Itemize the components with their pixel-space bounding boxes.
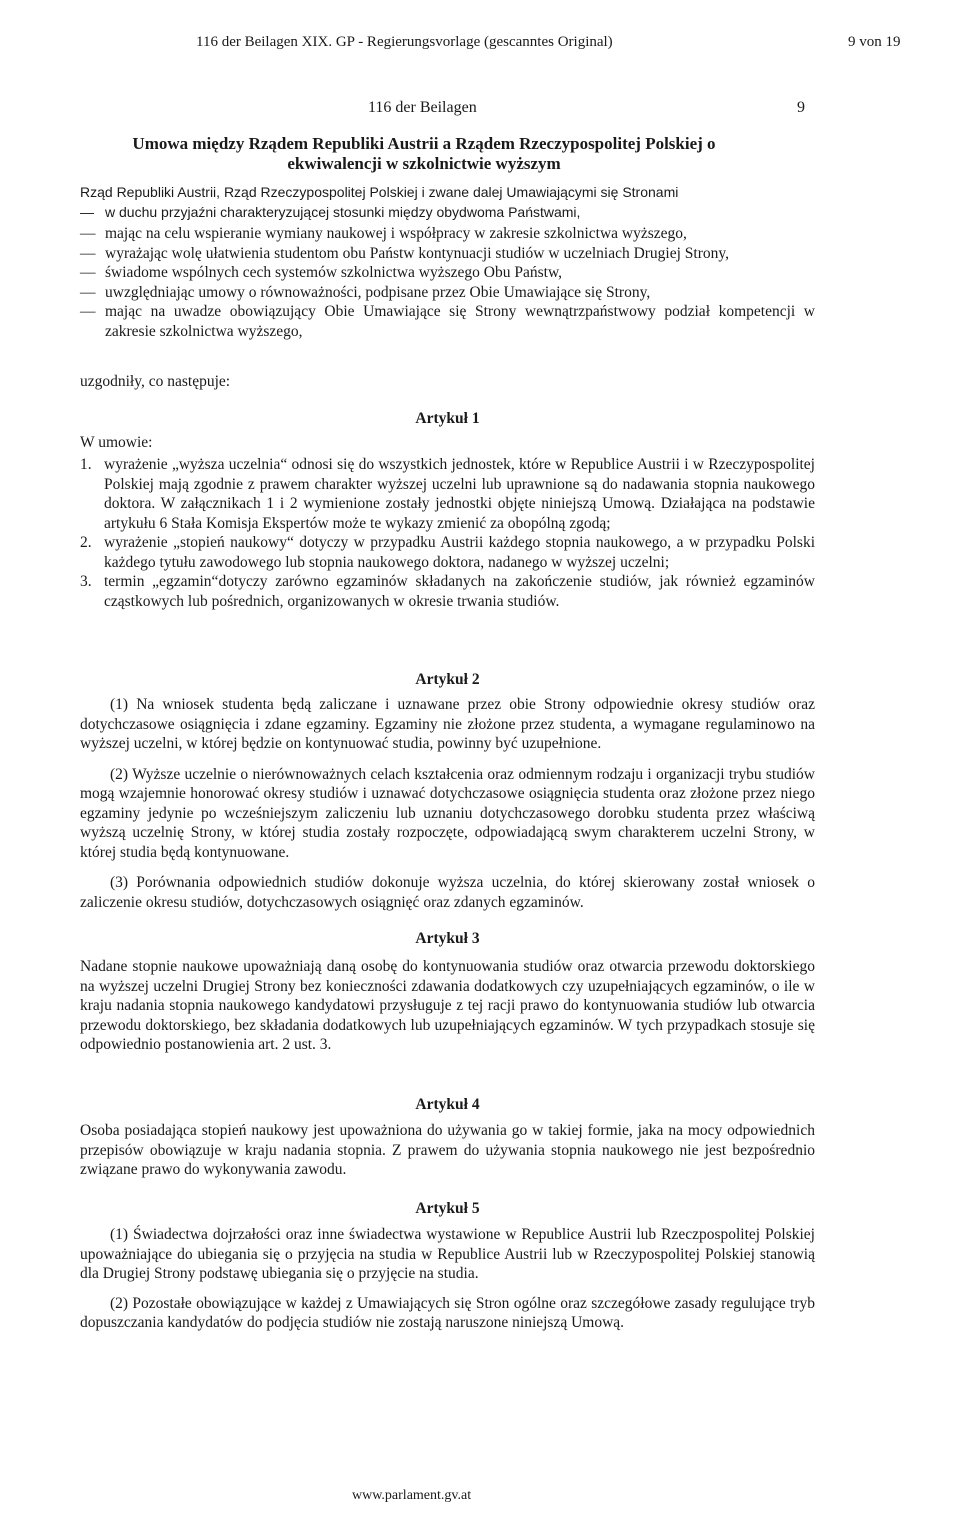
paragraph: (1) Na wniosek studenta będą zaliczane i uznawane przez obie Strony odpowiednie okresy studiów oraz dotychczasowe osiągnięcia i zdane egzaminy. Egzaminy nie złożone przez studenta, a wymagane regulaminowo na wyższej uczelni, w której będzie on kontynuować studia, powinny być uzupełnione. (80, 696, 815, 752)
paragraph: (3) Porównania odpowiednich studiów dokonuje wyższa uczelnia, do której skierowany został wniosek o zaliczenie okresu studiów, dotychczasowych osiągnięć oraz zdanych egzaminów. (80, 874, 815, 911)
title-line-1: Umowa między Rządem Republiki Austrii a Rządem Rzeczypospolitej Polskiej o (132, 134, 716, 153)
document-title (28, 134, 820, 174)
list-item-text: w duchu przyjaźni charakteryzującej stosunki między obydwoma Państwami, (105, 204, 581, 220)
page-number: 9 (797, 99, 805, 116)
preamble-list (80, 224, 815, 341)
article-4-body (80, 1121, 815, 1180)
list-item (80, 202, 815, 222)
running-header: 116 der Beilagen XIX. GP - Regierungsvorlage (gescanntes Original) (196, 34, 613, 50)
list-item-text: uwzględniając umowy o równoważności, podpisane przez Obie Umawiające się Strony, (105, 283, 651, 301)
dash: — (80, 225, 96, 242)
article-5-heading: Artykuł 5 (415, 1200, 480, 1217)
paragraph: (2) Wyższe uczelnie o nierównoważnych celach kształcenia oraz odmiennym rodzaju i organizacji trybu studiów mogą wzajemnie honorować okresy studiów i uznawać dotychczasowe osiągnięcia studenta oraz złożone przez niego egzaminy jedynie po wcześniejszym zaliczeniu lub uznaniu dotychczasowego dorobku studenta przez właściwą wyższą uczelnię Strony, w której studia zostały rozpoczęte, odpowiadającą swym charakterem uczelni Strony, w której studia będą kontynuowane. (80, 765, 815, 861)
paragraph: (1) Świadectwa dojrzałości oraz inne świadectwa wystawione w Republice Austrii lub Rzeczpospolitej Polskiej upoważniające do ubiegania się o przyjęcia na studia w Republice Austrii lub w Rzeczypospolitej Polskiej stanowią dla Drugiej Strony podstawę ubiegania się o przyjęcie na studia. (80, 1226, 815, 1282)
article-5-body (80, 1225, 815, 1333)
footer-url: www.parlament.gv.at (352, 1488, 472, 1503)
list-item-text: mając na celu wspieranie wymiany naukowej i współpracy w zakresie szkolnictwa wyższego, (105, 225, 687, 242)
dash: — (80, 283, 96, 301)
paragraph: Osoba posiadająca stopień naukowy jest upoważniona do używania go w takiej formie, jaka na mocy odpowiednich przepisów obowiązuje w kraju nadania stopnia. Z prawem do używania stopnia naukowego nie jest bezpośrednio związane prawo do wykonywania zawodu. (80, 1122, 815, 1178)
article-2-heading: Artykuł 2 (415, 671, 480, 688)
list-item (80, 302, 815, 341)
dash: — (80, 244, 96, 262)
list-number: 2. (80, 534, 92, 551)
article-3-heading: Artykuł 3 (415, 930, 480, 947)
dash: — (80, 204, 94, 220)
article-3-body (80, 957, 815, 1055)
article-1-heading: Artykuł 1 (415, 410, 480, 427)
list-item (80, 455, 815, 533)
list-number: 1. (80, 456, 92, 473)
list-item-text: wyrażenie „stopień naukowy“ dotyczy w przypadku Austrii każdego stopnia naukowego, a w przypadku Polski każdego tytułu zawodowego lub stopnia naukowego doktora, nadanego w wyższej uczelni; (104, 534, 815, 571)
preamble (80, 182, 815, 222)
list-number: 3. (80, 573, 92, 590)
list-item (80, 244, 815, 264)
list-item (80, 283, 815, 303)
dash: — (80, 303, 96, 320)
list-item (80, 572, 815, 611)
dash: — (80, 264, 96, 281)
list-item-text: wyrażenie „wyższa uczelnia“ odnosi się do wszystkich jednostek, które w Republice Austrii i w Rzeczypospolitej Polskiej mają zgodnie z prawem charakter wyższej uczelni lub uprawnione są do nadawania stopnia naukowego doktora. W załącznikach 1 i 2 wymienione zostały jednostki objęte niniejszą Umową. Działająca na podstawie artykułu 6 Stała Komisja Ekspertów może te wykazy zmienić za obopólną zgodą; (104, 456, 815, 532)
paragraph: (2) Pozostałe obowiązujące w każdej z Umawiających się Stron ogólne oraz szczegółowe zasady regulujące tryb dopuszczania kandydatów do podjęcia studiów nie zostają naruszone niniejszą Umową. (80, 1294, 815, 1331)
list-item (80, 533, 815, 572)
list-item-text: mając na uwadze obowiązujący Obie Umawiające się Strony wewnątrzpaństwowy podział kompetencji w zakresie szkolnictwa wyższego, (105, 303, 815, 340)
page-counter: 9 von 19 (848, 34, 901, 50)
article-1-lead: W umowie: (80, 434, 153, 451)
article-2-body (80, 695, 815, 912)
paragraph: Nadane stopnie naukowe upoważniają daną osobę do kontynuowania studiów oraz otwarcia przewodu doktorskiego na wyższej uczelni Drugiej Strony bez konieczności zdawania dodatkowych czy uzupełniających egzaminów, o ile w kraju nadania stopnia naukowego kandydatowi przysługuje z tej racji prawo do kontynuowania studiów lub otwarcia przewodu doktorskiego, bez składania dodatkowych lub uzupełniających egzaminów. W tych przypadkach stosuje się odpowiednio postanowienia art. 2 ust. 3. (80, 958, 815, 1053)
preamble-closing: uzgodniły, co następuje: (80, 373, 231, 390)
list-item-text: termin „egzamin“dotyczy zarówno egzaminów składanych na zakończenie studiów, jak również egzaminów cząstkowych lub pośrednich, organizowanych w okresie trwania studiów. (104, 573, 815, 610)
title-line-2: ekwiwalencji w szkolnictwie wyższym (287, 154, 561, 173)
document-number: 116 der Beilagen (368, 99, 477, 116)
article-1-list (80, 455, 815, 611)
list-item (80, 224, 815, 244)
preamble-intro: Rząd Republiki Austrii, Rząd Rzeczypospolitej Polskiej i zwane dalej Umawiającymi się Stronami (80, 184, 679, 200)
list-item (80, 263, 815, 283)
list-item-text: świadome wspólnych cech systemów szkolnictwa wyższego Obu Państw, (105, 264, 563, 281)
article-4-heading: Artykuł 4 (415, 1096, 480, 1113)
list-item-text: wyrażając wolę ułatwienia studentom obu Państw kontynuacji studiów w uczelniach Drugiej Strony, (105, 244, 730, 262)
